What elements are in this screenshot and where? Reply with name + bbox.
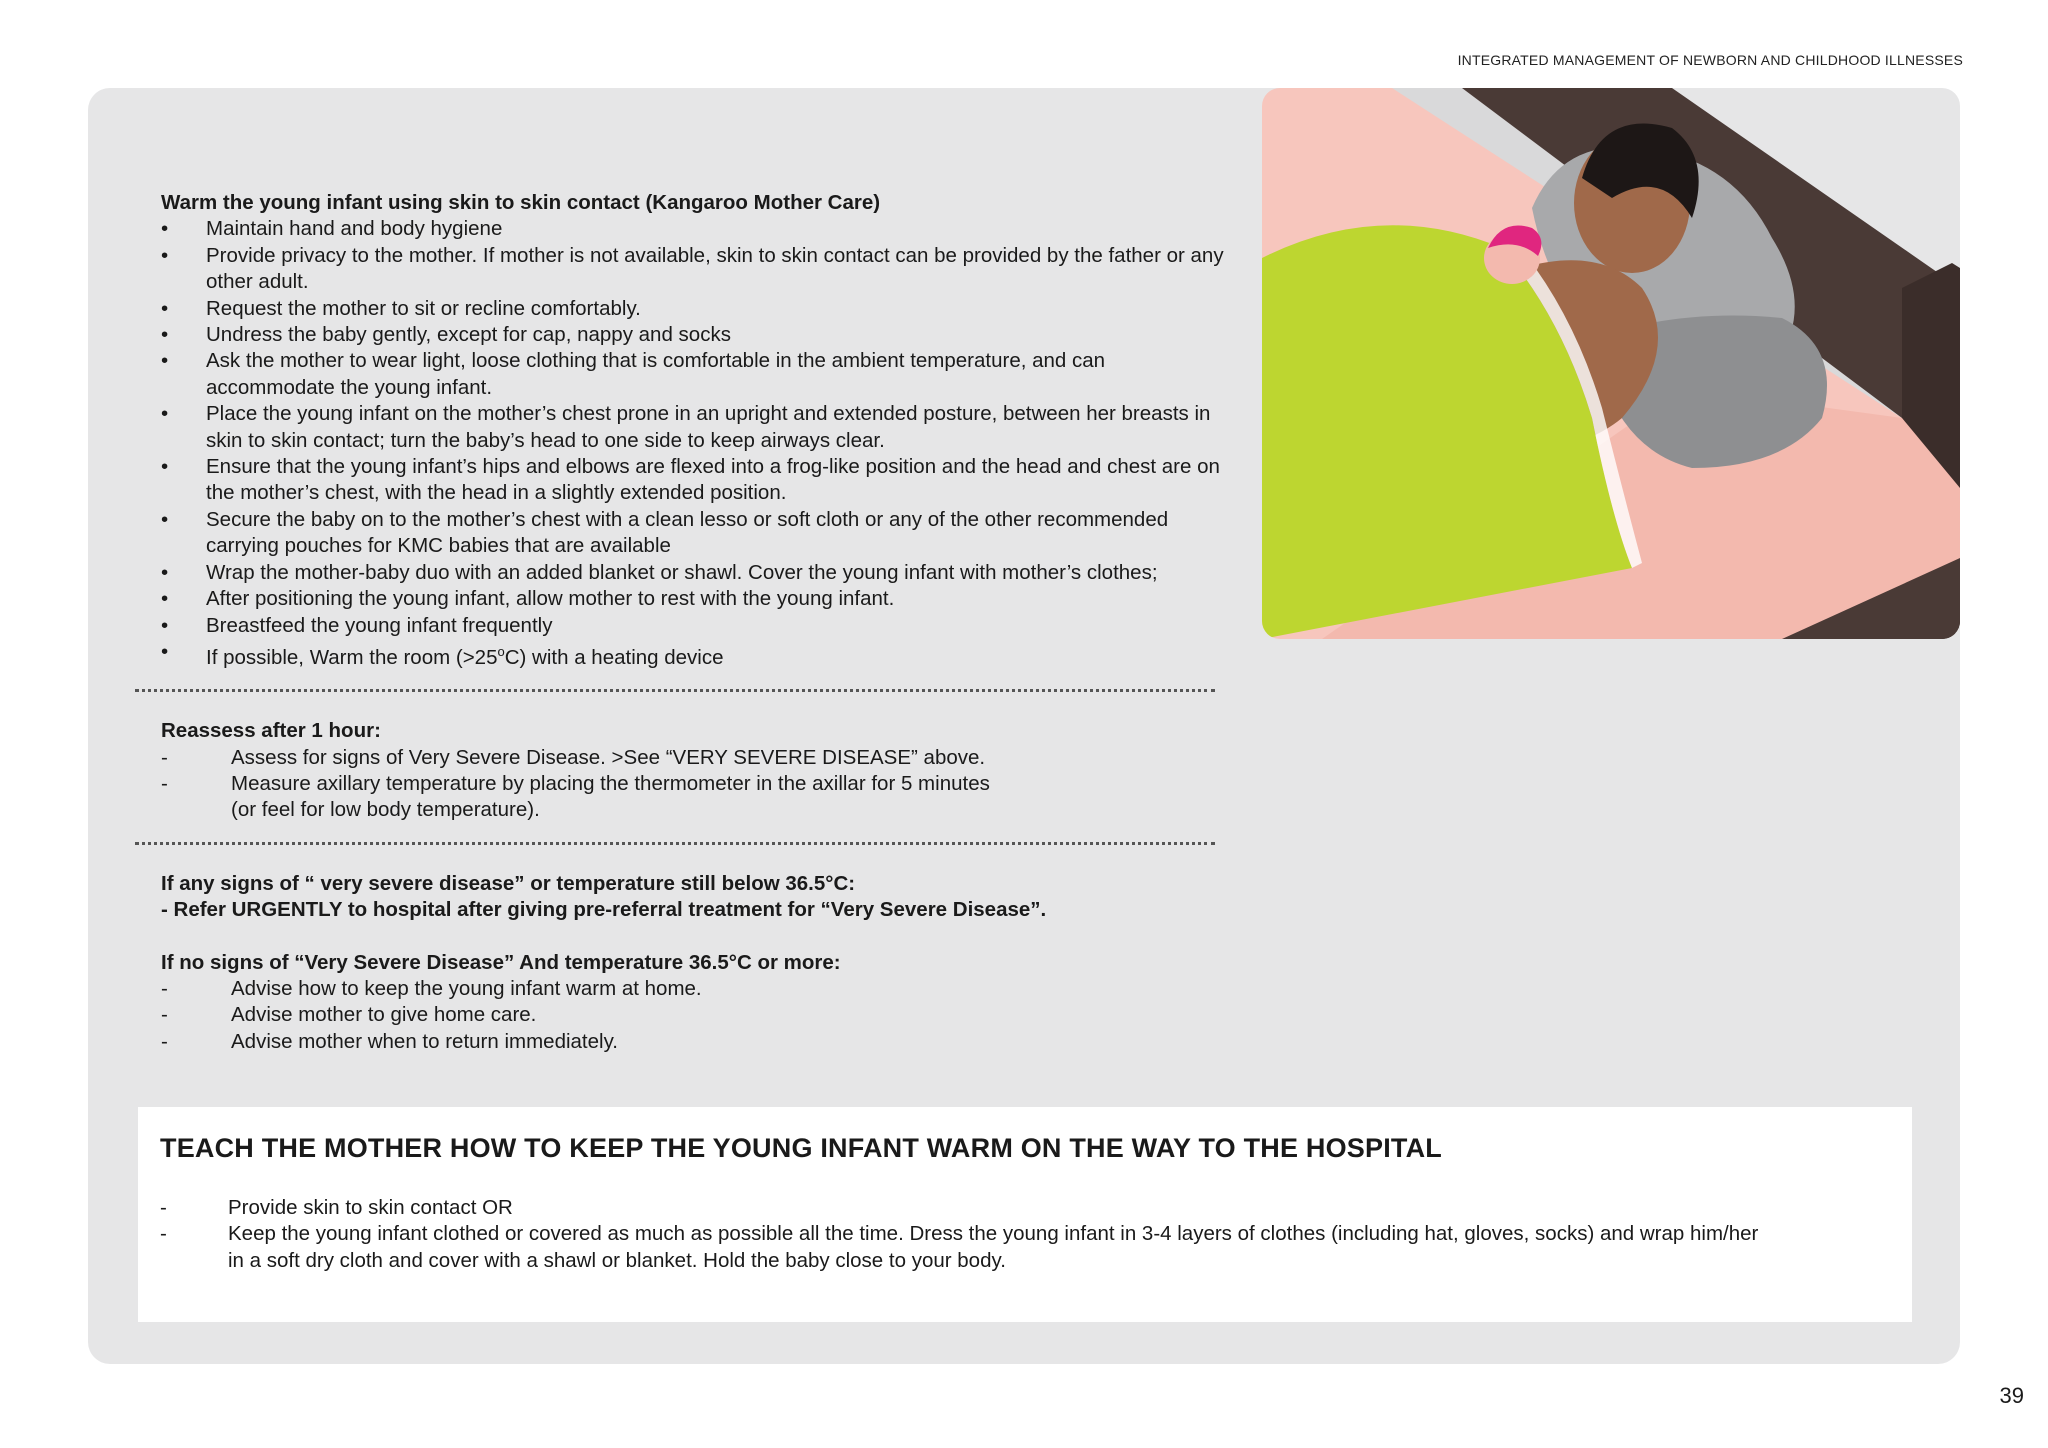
list-item: • Breastfeed the young infant frequently — [161, 613, 1231, 639]
list-item: • Request the mother to sit or recline comfortably. — [161, 296, 1231, 322]
list-item: - Advise how to keep the young infant warm at home. — [161, 976, 1231, 1002]
list-item: - Advise mother when to return immediately. — [161, 1029, 1231, 1055]
dash-marker: - — [160, 1222, 167, 1246]
reassess-list — [161, 745, 1231, 824]
list-item: - Keep the young infant clothed or covered as much as possible all the time. Dress the young infant in 3-4 layers of clothes (including hat, gloves, socks) and wrap him/her in a soft dry cloth and cover with a shawl or blanket. Hold the baby close to your body. — [160, 1222, 1759, 1272]
bullet-marker: • — [161, 402, 169, 426]
no-signs-heading: If no signs of “Very Severe Disease” And temperature 36.5°C or more: — [161, 950, 841, 974]
bullet-marker: • — [161, 587, 169, 611]
list-item: • Place the young infant on the mother’s chest prone in an upright and extended posture, between her breasts in skin to skin contact; turn the baby’s head to one side to keep airways clear. — [161, 402, 1211, 452]
dash-marker: - — [161, 1003, 168, 1027]
degree-superscript: o — [497, 643, 505, 659]
refer-condition: If any signs of “ very severe disease” or temperature still below 36.5°C: — [161, 871, 856, 895]
bullet-marker: • — [161, 507, 169, 531]
list-item: • Ensure that the young infant’s hips and elbows are flexed into a frog-like position and the head and chest are on the mother’s chest, with the head in a slightly extended position. — [161, 455, 1220, 505]
reassess-heading: Reassess after 1 hour: — [161, 719, 381, 743]
dash-marker: - — [161, 745, 168, 769]
dash-marker: - — [161, 976, 168, 1000]
teach-list — [160, 1195, 1760, 1274]
refer-action: - Refer URGENTLY to hospital after giving pre-referral treatment for “Very Severe Disease”. — [161, 898, 1047, 922]
list-item: • Wrap the mother-baby duo with an added blanket or shawl. Cover the young infant with mother’s clothes; — [161, 560, 1231, 586]
dotted-divider — [135, 842, 1215, 845]
kmc-illustration — [1262, 88, 1960, 639]
bullet-marker: • — [161, 639, 169, 663]
teach-box — [138, 1107, 1912, 1322]
bullet-marker: • — [161, 217, 169, 241]
list-item: - Advise mother to give home care. — [161, 1002, 1231, 1028]
list-item: • Maintain hand and body hygiene — [161, 216, 1231, 242]
dash-marker: - — [161, 1029, 168, 1053]
running-header: INTEGRATED MANAGEMENT OF NEWBORN AND CHILDHOOD ILLNESSES — [1457, 52, 1963, 68]
dash-marker: - — [160, 1196, 167, 1219]
list-item: - Measure axillary temperature by placing the thermometer in the axillar for 5 minutes (or feel for low body temperature). — [161, 771, 990, 822]
kmc-heading: Warm the young infant using skin to skin contact (Kangaroo Mother Care) — [161, 191, 881, 214]
bullet-marker: • — [161, 455, 169, 479]
bullet-marker: • — [161, 243, 169, 267]
dotted-divider — [135, 689, 1215, 692]
kmc-list — [161, 216, 1231, 671]
bullet-marker: • — [161, 349, 169, 373]
no-signs-list — [161, 976, 1231, 1055]
list-item: • Secure the baby on to the mother’s chest with a clean lesso or soft cloth or any of the other recommended carrying pouches for KMC babies that are available — [161, 507, 1169, 558]
bullet-marker: • — [161, 323, 169, 347]
list-item: • Undress the baby gently, except for cap, nappy and socks — [161, 322, 1231, 348]
list-item: • After positioning the young infant, allow mother to rest with the young infant. — [161, 586, 1231, 612]
list-item: • Provide privacy to the mother. If mother is not available, skin to skin contact can be provided by the father or any other adult. — [161, 243, 1224, 294]
list-item: • Ask the mother to wear light, loose clothing that is comfortable in the ambient temperature, and can accommodate the young infant. — [161, 349, 1106, 399]
bullet-marker: • — [161, 613, 169, 637]
page-number: 39 — [1999, 1383, 2024, 1408]
bullet-marker: • — [161, 296, 169, 320]
list-item: • If possible, Warm the room $(>25^oC)$ with a heating device — [161, 639, 724, 669]
bullet-marker: • — [161, 560, 169, 584]
list-item: - Provide skin to skin contact OR — [160, 1195, 1760, 1221]
main-text — [161, 190, 1231, 1055]
dash-marker: - — [161, 771, 168, 795]
list-item: - Assess for signs of Very Severe Disease. >See “VERY SEVERE DISEASE” above. — [161, 745, 1231, 771]
teach-heading: TEACH THE MOTHER HOW TO KEEP THE YOUNG INFANT WARM ON THE WAY TO THE HOSPITAL — [160, 1133, 1442, 1163]
